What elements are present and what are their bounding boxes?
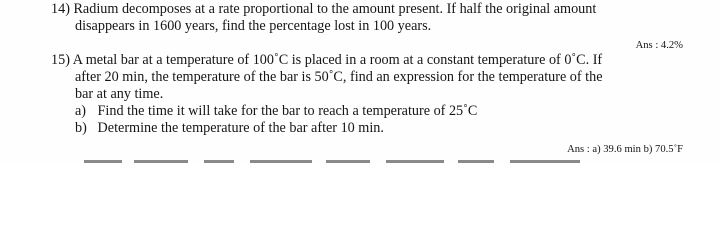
problem-15-line-3: bar at any time. (75, 86, 164, 102)
part-b-label: b) (75, 120, 87, 136)
part-b-text: Determine the temperature of the bar after 10 min. (97, 120, 384, 136)
problem-15-number: 15) (51, 52, 70, 68)
problem-15-line-1 (51, 52, 602, 69)
problem-14-line-2: disappears in 1600 years, find the percentage lost in 100 years. (75, 18, 432, 34)
cropped-next-line (64, 160, 624, 163)
problem-15-part-b (75, 120, 384, 137)
part-a-label: a) (75, 103, 87, 119)
problem-14-number: 14) (51, 1, 70, 17)
part-a-text: Find the time it will take for the bar to reach a temperature of 25˚C (97, 103, 478, 119)
problem-14-line-1 (51, 1, 596, 18)
problem-15-text-1: A metal bar at a temperature of 100˚C is placed in a room at a constant temperature of 0˚C. If (72, 52, 603, 68)
problem-14-text-1: Radium decomposes at a rate proportional to the amount present. If half the original amount (73, 1, 597, 17)
problem-15-answer: Ans : a) 39.6 min b) 70.5˚F (567, 144, 683, 155)
problem-15-part-a (75, 103, 477, 120)
problem-15-line-2: after 20 min, the temperature of the bar is 50˚C, find an expression for the temperature of the (75, 69, 603, 85)
problem-14-answer: Ans : 4.2% (635, 40, 683, 51)
